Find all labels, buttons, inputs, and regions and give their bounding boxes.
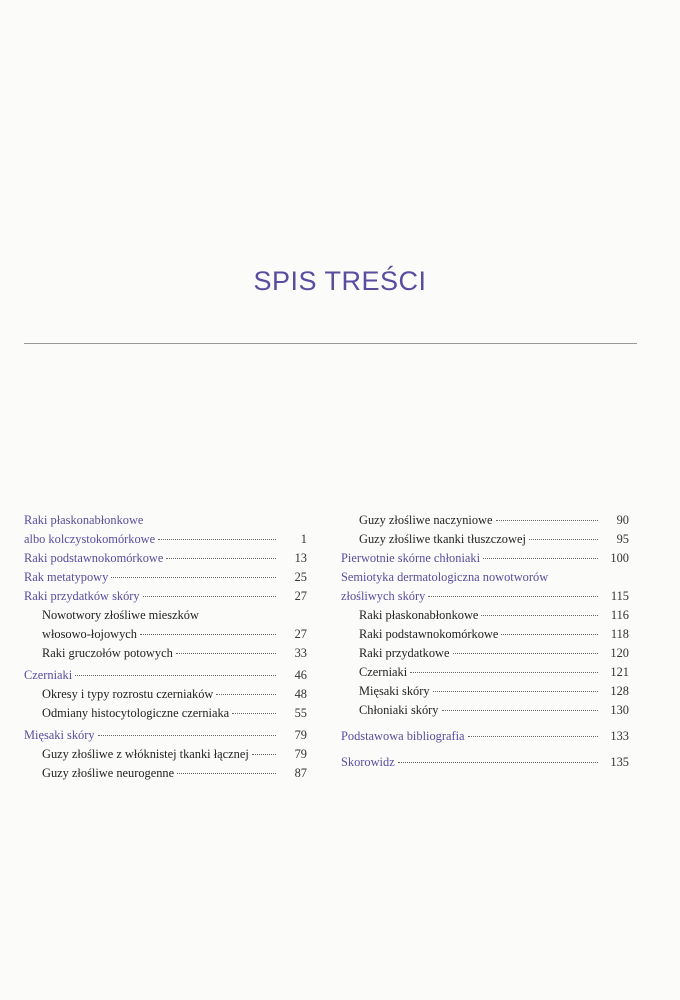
toc-page-number: 116 [610, 608, 629, 622]
toc-entry-label: albo kolczystokomórkowe [24, 532, 156, 546]
dot-leader [433, 691, 598, 692]
toc-entry-row [359, 511, 629, 530]
toc-section-entry [341, 753, 629, 772]
dot-leader [398, 762, 598, 763]
toc-section-entry [24, 549, 307, 568]
toc-subsection-entry [24, 704, 307, 723]
dot-leader [496, 520, 599, 521]
toc-entry-label: Guzy złośliwe naczyniowe [359, 513, 493, 527]
toc-entry-label: Guzy złośliwe neurogenne [42, 766, 175, 780]
toc-section-entry [341, 549, 629, 568]
toc-subsection-entry [341, 511, 629, 530]
dot-leader [442, 710, 598, 711]
toc-entry-row [42, 644, 307, 663]
toc-entry-row [341, 727, 629, 746]
toc-entry-row [341, 753, 629, 772]
toc-page-number: 33 [294, 646, 307, 660]
toc-subsection-entry [341, 625, 629, 644]
dot-leader [158, 539, 276, 540]
dot-leader [529, 539, 598, 540]
toc-subsection-entry [341, 682, 629, 701]
toc-page-number: 133 [610, 729, 629, 743]
toc-subsection-entry [341, 606, 629, 625]
dot-leader [428, 596, 598, 597]
title-divider [24, 343, 637, 344]
toc-entry-label: Mięsaki skóry [24, 728, 95, 742]
toc-entry-label: włosowo-łojowych [42, 627, 137, 641]
toc-section-entry [24, 587, 307, 606]
toc-section-entry [24, 726, 307, 745]
toc-page-number: 128 [610, 684, 629, 698]
toc-entry-label: Skorowidz [341, 755, 395, 769]
toc-entry-row [42, 764, 307, 783]
toc-page-number: 87 [294, 766, 307, 780]
toc-entry-label: Podstawowa bibliografia [341, 729, 465, 743]
toc-subsection-entry [24, 764, 307, 783]
toc-entry-label: złośliwych skóry [341, 589, 426, 603]
toc-entry-label: Odmiany histocytologiczne czerniaka [42, 706, 230, 720]
toc-page-number: 79 [294, 728, 307, 742]
toc-entry-row [42, 704, 307, 723]
dot-leader [176, 653, 276, 654]
toc-page-number: 25 [294, 570, 307, 584]
toc-right-column [341, 511, 629, 772]
dot-leader [468, 736, 598, 737]
toc-entry-row [359, 701, 629, 720]
toc-subsection-entry [24, 644, 307, 663]
toc-entry-row [24, 666, 307, 685]
toc-entry-row [24, 530, 307, 549]
toc-subsection-entry [341, 644, 629, 663]
dot-leader [98, 735, 276, 736]
toc-section-entry [341, 727, 629, 746]
toc-subsection-entry [341, 663, 629, 682]
dot-leader [177, 773, 276, 774]
toc-subsection-entry [341, 701, 629, 720]
toc-entry-label: Raki gruczołów potowych [42, 646, 173, 660]
toc-entry-row [42, 745, 307, 764]
toc-page-number: 115 [610, 589, 629, 603]
dot-leader [75, 675, 276, 676]
dot-leader [252, 754, 276, 755]
toc-subsection-entry [24, 685, 307, 704]
toc-entry-label: Pierwotnie skórne chłoniaki [341, 551, 481, 565]
toc-section-entry [24, 511, 307, 549]
toc-subsection-entry [341, 530, 629, 549]
toc-page-number: 27 [294, 589, 307, 603]
toc-page-number: 121 [610, 665, 629, 679]
toc-entry-label: Raki przydatkowe [359, 646, 450, 660]
dot-leader [453, 653, 599, 654]
dot-leader [140, 634, 276, 635]
dot-leader [111, 577, 276, 578]
dot-leader [216, 694, 276, 695]
toc-page-number: 120 [610, 646, 629, 660]
toc-entry-label: Czerniaki [359, 665, 408, 679]
toc-entry-label: Raki przydatków skóry [24, 589, 140, 603]
toc-entry-row [24, 726, 307, 745]
toc-page-number: 130 [610, 703, 629, 717]
toc-entry-label: Czerniaki [24, 668, 73, 682]
toc-entry-label: Guzy złośliwe tkanki tłuszczowej [359, 532, 526, 546]
dot-leader [232, 713, 276, 714]
toc-section-entry [341, 568, 629, 606]
toc-entry-row [359, 682, 629, 701]
dot-leader [483, 558, 598, 559]
toc-section-entry [24, 666, 307, 685]
toc-page-number: 95 [616, 532, 629, 546]
toc-entry-row [341, 549, 629, 568]
toc-entry-row [359, 625, 629, 644]
toc-subsection-entry [24, 745, 307, 764]
dot-leader [501, 634, 598, 635]
toc-page-number: 118 [610, 627, 629, 641]
dot-leader [410, 672, 598, 673]
toc-entry-label-line1: Semiotyka dermatologiczna nowotworów [341, 570, 549, 584]
toc-entry-row [42, 625, 307, 644]
toc-left-column [24, 511, 307, 783]
toc-page-number: 1 [300, 532, 307, 546]
toc-page-number: 135 [610, 755, 629, 769]
toc-entry-label: Guzy złośliwe z włóknistej tkanki łącznej [42, 747, 249, 761]
toc-entry-row [359, 644, 629, 663]
toc-page-number: 46 [294, 668, 307, 682]
dot-leader [166, 558, 276, 559]
dot-leader [481, 615, 598, 616]
toc-entry-label-line1: Nowotwory złośliwe mieszków [42, 608, 199, 622]
toc-entry-row [341, 587, 629, 606]
toc-entry-label: Raki podstawnokomórkowe [24, 551, 164, 565]
toc-entry-row [42, 685, 307, 704]
toc-entry-label: Okresy i typy rozrostu czerniaków [42, 687, 214, 701]
toc-entry-label: Raki podstawnokomórkowe [359, 627, 499, 641]
toc-entry-label: Raki płaskonabłonkowe [359, 608, 479, 622]
toc-entry-row [24, 549, 307, 568]
dot-leader [143, 596, 276, 597]
toc-entry-row [359, 530, 629, 549]
toc-page-number: 55 [294, 706, 307, 720]
toc-page-number: 79 [294, 747, 307, 761]
toc-entry-row [359, 606, 629, 625]
toc-page-number: 48 [294, 687, 307, 701]
toc-page-number: 90 [616, 513, 629, 527]
toc-subsection-entry [24, 606, 307, 644]
toc-page-number: 27 [294, 627, 307, 641]
toc-entry-label: Mięsaki skóry [359, 684, 430, 698]
toc-page-number: 100 [610, 551, 629, 565]
toc-entry-row [24, 587, 307, 606]
toc-entry-row [24, 568, 307, 587]
toc-section-entry [24, 568, 307, 587]
toc-entry-label-line1: Raki płaskonabłonkowe [24, 513, 144, 527]
toc-page-number: 13 [294, 551, 307, 565]
page-title: SPIS TREŚCI [253, 266, 427, 296]
toc-entry-label: Rak metatypowy [24, 570, 109, 584]
toc-entry-row [359, 663, 629, 682]
toc-entry-label: Chłoniaki skóry [359, 703, 439, 717]
